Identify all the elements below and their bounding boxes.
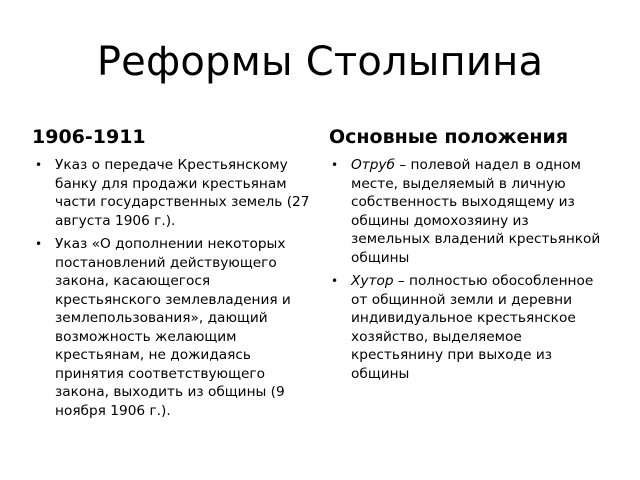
left-bullet-list bbox=[35, 156, 310, 425]
bullet-icon: • bbox=[331, 158, 339, 172]
term-definition: – полностью обособленное от общинной земли и деревни индивидуальное крестьянское хозяйство, выделяемое крестьянину при выходе из общины bbox=[351, 273, 594, 382]
slide-title: Реформы Столыпина bbox=[96, 39, 544, 85]
list-item bbox=[35, 235, 310, 420]
right-bullet-list bbox=[331, 156, 611, 388]
left-column-heading: 1906-1911 bbox=[32, 126, 146, 148]
term-definition: – полевой надел в одном месте, выделяемый в личную собственность выходящему из общины домохозяину из земельных владений крестьянкой общины bbox=[351, 157, 601, 266]
list-item bbox=[331, 272, 611, 383]
bullet-icon: • bbox=[331, 274, 339, 288]
bullet-icon: • bbox=[35, 158, 43, 172]
term-label: Отруб bbox=[351, 157, 395, 173]
bullet-icon: • bbox=[35, 237, 43, 251]
list-item-text: Указ «О дополнении некоторых постановлений действующего закона, касающегося крестьянского землевладения и землепользования», дающий возможность желающим крестьянам, не дожидаясь принятия соответствующего закона, выходить из общины (9 ноября 1906 г.). bbox=[55, 236, 291, 419]
right-column-heading: Основные положения bbox=[329, 126, 569, 148]
list-item bbox=[331, 156, 611, 267]
list-item bbox=[35, 156, 310, 230]
list-item-text: Указ о передаче Крестьянскому банку для продажи крестьянам части государственных земель (27 августа 1906 г.). bbox=[55, 157, 310, 229]
term-label: Хутор bbox=[351, 273, 394, 289]
